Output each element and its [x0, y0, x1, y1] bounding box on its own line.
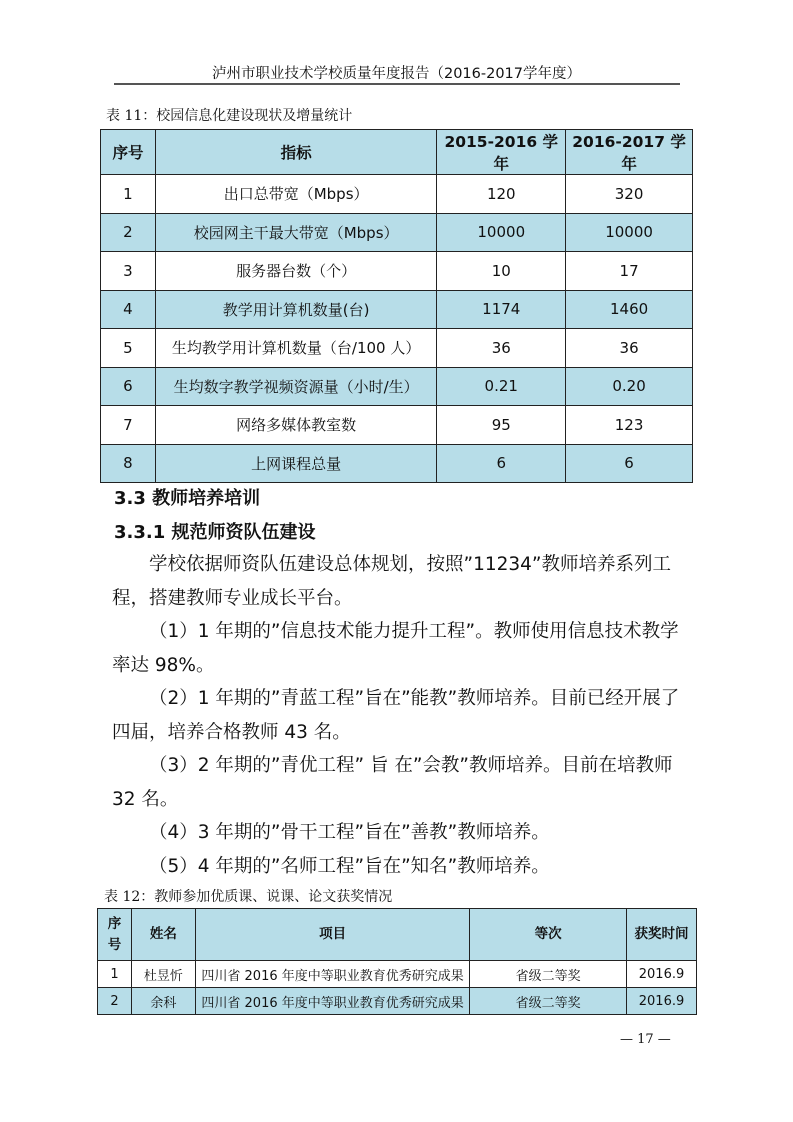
table-cell: 0.21 — [437, 367, 566, 406]
table-cell: 杜昱忻 — [131, 961, 195, 988]
table-cell: 校园网主干最大带宽（Mbps） — [155, 213, 436, 252]
table12 — [97, 908, 697, 1015]
table-cell: 省级二等奖 — [470, 988, 627, 1015]
running-header: 泸州市职业技术学校质量年度报告（2016-2017学年度） — [211, 66, 582, 82]
table-cell: 123 — [566, 406, 693, 445]
table-cell: 5 — [101, 329, 156, 368]
table-row — [101, 406, 693, 445]
paragraph: （3）2 年期的”青优工程” 旨 在”会教”教师培养。目前在培教师 32 名。 — [112, 755, 673, 810]
table-cell: 2 — [101, 213, 156, 252]
column-header: 2015-2016 学年 — [437, 130, 566, 175]
table-cell: 36 — [566, 329, 693, 368]
paragraph: （1）1 年期的”信息技术能力提升工程”。教师使用信息技术教学率达 98%。 — [112, 621, 679, 676]
table-row — [101, 175, 693, 214]
paragraph: 学校依据师资队伍建设总体规划，按照”11234”教师培养系列工程，搭建教师专业成长平台。 — [112, 554, 672, 609]
table-cell: 2016.9 — [627, 988, 697, 1015]
table-cell: 上网课程总量 — [155, 444, 436, 483]
table-row — [101, 290, 693, 329]
table-cell: 8 — [101, 444, 156, 483]
table-cell: 四川省 2016 年度中等职业教育优秀研究成果 — [195, 961, 469, 988]
table-cell: 省级二等奖 — [470, 961, 627, 988]
table-row — [101, 367, 693, 406]
table-row — [98, 961, 697, 988]
table-cell: 四川省 2016 年度中等职业教育优秀研究成果 — [195, 988, 469, 1015]
table-cell: 10000 — [566, 213, 693, 252]
table-cell: 0.20 — [566, 367, 693, 406]
page-number: — 17 — — [620, 1032, 671, 1047]
column-header: 姓名 — [131, 909, 195, 961]
table-cell: 36 — [437, 329, 566, 368]
table-cell: 1 — [98, 961, 132, 988]
table-cell: 2016.9 — [627, 961, 697, 988]
column-header: 指标 — [155, 130, 436, 175]
column-header: 项目 — [195, 909, 469, 961]
table-cell: 1174 — [437, 290, 566, 329]
table-row — [101, 213, 693, 252]
table-cell: 17 — [566, 252, 693, 291]
table-cell: 320 — [566, 175, 693, 214]
table-cell: 服务器台数（个） — [155, 252, 436, 291]
table-cell: 2 — [98, 988, 132, 1015]
table-cell: 3 — [101, 252, 156, 291]
table-row — [98, 988, 697, 1015]
table-cell: 6 — [101, 367, 156, 406]
column-header: 等次 — [470, 909, 627, 961]
column-header: 获奖时间 — [627, 909, 697, 961]
table-cell: 6 — [437, 444, 566, 483]
table11-caption: 表 11：校园信息化建设现状及增量统计 — [106, 108, 353, 124]
table-row — [101, 252, 693, 291]
paragraph: （4）3 年期的”骨干工程”旨在”善教”教师培养。 — [149, 822, 550, 843]
table12-caption: 表 12：教师参加优质课、说课、论文获奖情况 — [104, 889, 393, 905]
subsection-heading: 3.3.1 规范师资队伍建设 — [114, 522, 316, 543]
body-text — [112, 548, 692, 883]
header-divider — [114, 83, 680, 85]
table-cell: 教学用计算机数量(台) — [155, 290, 436, 329]
column-header: 序号 — [98, 909, 132, 961]
table-cell: 余科 — [131, 988, 195, 1015]
section-heading: 3.3 教师培养培训 — [114, 488, 261, 509]
column-header: 2016-2017 学年 — [566, 130, 693, 175]
column-header: 序号 — [101, 130, 156, 175]
table11 — [100, 129, 693, 483]
table-cell: 1 — [101, 175, 156, 214]
table-cell: 7 — [101, 406, 156, 445]
table-cell: 生均数字教学视频资源量（小时/生） — [155, 367, 436, 406]
table-cell: 1460 — [566, 290, 693, 329]
paragraph: （2）1 年期的”青蓝工程”旨在”能教”教师培养。目前已经开展了四届，培养合格教师 43 名。 — [112, 688, 680, 743]
table-row — [101, 444, 693, 483]
table-cell: 生均教学用计算机数量（台/100 人） — [155, 329, 436, 368]
table-cell: 6 — [566, 444, 693, 483]
table-cell: 出口总带宽（Mbps） — [155, 175, 436, 214]
table-row — [101, 329, 693, 368]
table-cell: 10000 — [437, 213, 566, 252]
table-cell: 10 — [437, 252, 566, 291]
table-cell: 95 — [437, 406, 566, 445]
table-cell: 网络多媒体教室数 — [155, 406, 436, 445]
table-cell: 4 — [101, 290, 156, 329]
table-cell: 120 — [437, 175, 566, 214]
paragraph: （5）4 年期的”名师工程”旨在”知名”教师培养。 — [149, 855, 550, 877]
